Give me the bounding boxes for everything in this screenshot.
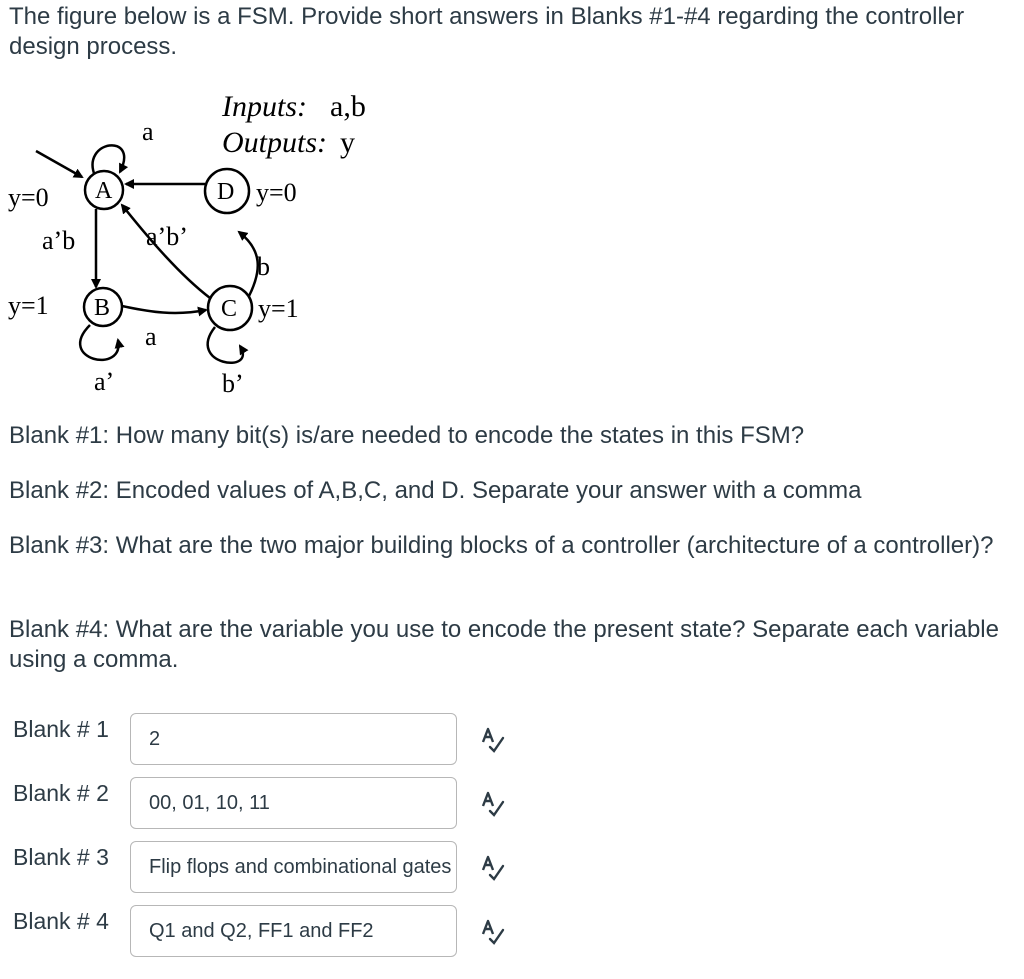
- state-a-label: A: [95, 178, 113, 204]
- blank-1-label: Blank # 1: [13, 716, 109, 742]
- transition-b-self: a’: [94, 367, 115, 396]
- blank-1-input[interactable]: [130, 713, 457, 765]
- transition-c-to-a: a’b’: [146, 222, 188, 251]
- question-blank-2: Blank #2: Encoded values of A,B,C, and D. Separate your answer with a comma: [9, 477, 862, 504]
- state-d-label: D: [217, 179, 235, 205]
- state-c-label: C: [221, 296, 238, 322]
- blank-2-label: Blank # 2: [13, 780, 109, 806]
- question-blank-3: Blank #3: What are the two major building blocks of a controller (architecture of a controller)?: [9, 532, 994, 559]
- transition-c-self: b’: [222, 369, 244, 398]
- transition-a-to-b: a’b: [42, 226, 76, 255]
- outputs-label: Outputs:: [222, 126, 328, 159]
- blank-3-input[interactable]: [130, 841, 457, 893]
- blank-2-input[interactable]: [130, 777, 457, 829]
- inputs-label: Inputs:: [222, 90, 307, 123]
- state-a-output: y=0: [8, 183, 49, 212]
- question-blank-1: Blank #1: How many bit(s) is/are needed to encode the states in this FSM?: [9, 422, 805, 449]
- state-d-output: y=0: [256, 178, 297, 207]
- blank-4-input[interactable]: [130, 905, 457, 957]
- state-c-output: y=1: [258, 294, 299, 323]
- inputs-value: a,b: [330, 90, 366, 123]
- transition-c-to-d: b: [257, 252, 270, 281]
- spellcheck-icon[interactable]: [478, 790, 506, 818]
- outputs-value: y: [340, 126, 355, 159]
- state-b-label: B: [94, 295, 111, 321]
- blank-3-label: Blank # 3: [13, 844, 109, 870]
- fsm-diagram: [0, 85, 380, 405]
- spellcheck-icon[interactable]: [478, 918, 506, 946]
- blank-4-label: Blank # 4: [13, 908, 109, 934]
- state-b-output: y=1: [8, 291, 49, 320]
- transition-b-to-c: a: [145, 322, 157, 351]
- question-intro: The figure below is a FSM. Provide short answers in Blanks #1-#4 regarding the controller design process.: [9, 3, 965, 60]
- question-blank-4: Blank #4: What are the variable you use to encode the present state? Separate each variable using a comma.: [9, 616, 999, 673]
- spellcheck-icon[interactable]: [478, 726, 506, 754]
- spellcheck-icon[interactable]: [478, 854, 506, 882]
- transition-a-self: a: [142, 117, 154, 146]
